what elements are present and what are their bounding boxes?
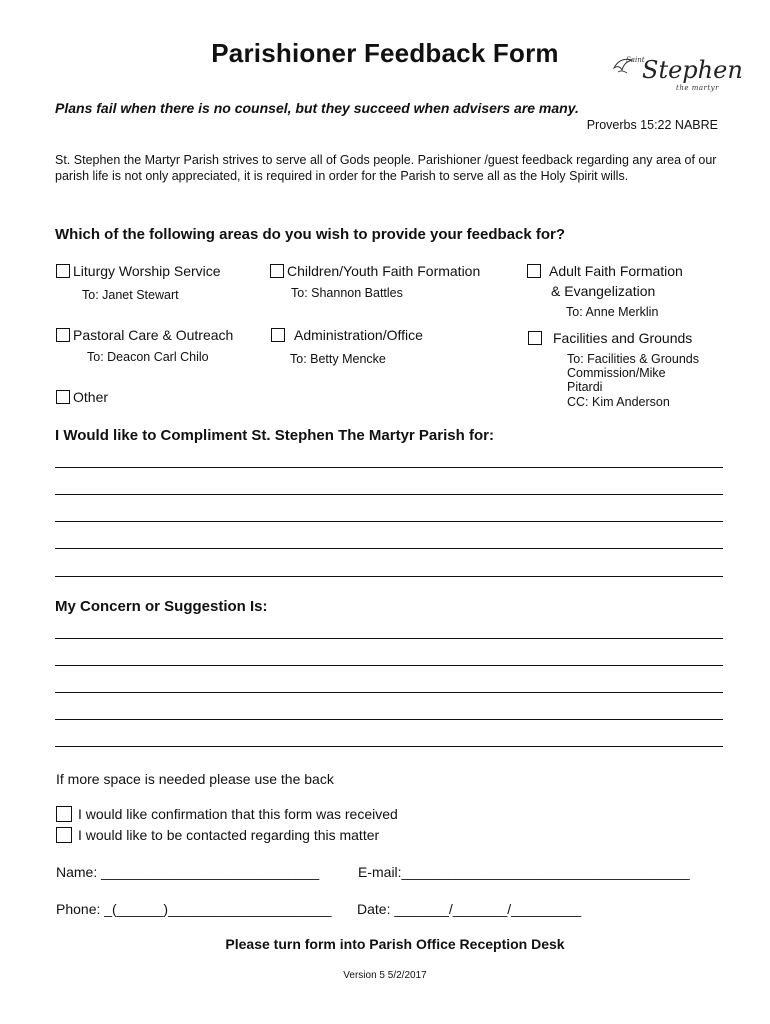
concern-line-1[interactable] [55, 638, 723, 639]
scripture-quote: Plans fail when there is no counsel, but they succeed when advisers are many. [55, 100, 579, 116]
parish-logo [612, 48, 743, 102]
date-field[interactable]: Date: _______/_______/_________ [357, 901, 582, 917]
areas-question: Which of the following areas do you wish to provide your feedback for? [55, 226, 566, 243]
confirmation-checkbox[interactable] [56, 806, 72, 822]
option-adult-faith[interactable] [527, 263, 683, 279]
facilities-checkbox[interactable] [528, 331, 542, 345]
intro-paragraph: St. Stephen the Martyr Parish strives to serve all of Gods people. Parishioner /guest feedback regarding any area of our parish life is not only appreciated, it is required in order for the Parish to serve all as the Holy Spirit wills. [55, 153, 717, 183]
logo-martyr-text: the martyr [676, 84, 719, 92]
version-label: Version 5 5/2/2017 [343, 970, 427, 981]
confirmation-label: I would like confirmation that this form was received [78, 806, 398, 822]
concern-line-3[interactable] [55, 692, 723, 693]
facilities-contact-2: Commission/Mike [567, 366, 666, 380]
children-contact: To: Shannon Battles [291, 286, 403, 300]
compliment-line-1[interactable] [55, 467, 723, 468]
compliment-line-3[interactable] [55, 521, 723, 522]
option-administration[interactable] [271, 327, 423, 343]
adult-checkbox[interactable] [527, 264, 541, 278]
facilities-label: Facilities and Grounds [553, 330, 693, 346]
facilities-contact-3: Pitardi [567, 380, 603, 394]
pastoral-label: Pastoral Care & Outreach [73, 327, 234, 343]
admin-checkbox[interactable] [271, 328, 285, 342]
option-liturgy[interactable] [56, 263, 221, 279]
email-field[interactable]: E-mail:_____________________________________ [358, 864, 690, 880]
other-label: Other [73, 389, 109, 405]
pastoral-contact: To: Deacon Carl Chilo [87, 350, 209, 364]
admin-label: Administration/Office [294, 327, 423, 343]
submit-instructions: Please turn form into Parish Office Reception Desk [225, 936, 565, 952]
option-pastoral-care[interactable] [56, 327, 233, 343]
adult-label-line2: & Evangelization [551, 283, 656, 299]
logo-stephen-text: Stephen [642, 56, 743, 84]
name-field[interactable]: Name: ____________________________ [56, 864, 320, 880]
compliment-line-4[interactable] [55, 548, 723, 549]
concern-line-4[interactable] [55, 719, 723, 720]
extra-space-note: If more space is needed please use the back [56, 771, 334, 787]
logo-saint-text: Saint [626, 56, 645, 64]
concern-line-5[interactable] [55, 746, 723, 747]
admin-contact: To: Betty Mencke [290, 352, 386, 366]
children-checkbox[interactable] [270, 264, 284, 278]
option-facilities[interactable] [528, 330, 692, 346]
scripture-citation: Proverbs 15:22 NABRE [586, 118, 718, 132]
adult-label: Adult Faith Formation [549, 263, 683, 279]
concern-heading: My Concern or Suggestion Is: [55, 598, 268, 615]
contact-option[interactable] [56, 827, 379, 843]
other-checkbox[interactable] [56, 390, 70, 404]
pastoral-checkbox[interactable] [56, 328, 70, 342]
form-title: Parishioner Feedback Form [211, 38, 559, 68]
liturgy-label: Liturgy Worship Service [73, 263, 221, 279]
confirmation-option[interactable] [56, 806, 398, 822]
concern-line-2[interactable] [55, 665, 723, 666]
contact-label: I would like to be contacted regarding this matter [78, 827, 380, 843]
facilities-contact-1: To: Facilities & Grounds [567, 352, 699, 366]
compliment-heading: I Would like to Compliment St. Stephen The Martyr Parish for: [55, 427, 494, 444]
compliment-line-2[interactable] [55, 494, 723, 495]
contact-checkbox[interactable] [56, 827, 72, 843]
liturgy-checkbox[interactable] [56, 264, 70, 278]
adult-contact: To: Anne Merklin [566, 305, 659, 319]
option-children-youth[interactable] [270, 263, 480, 279]
children-label: Children/Youth Faith Formation [287, 263, 481, 279]
liturgy-contact: To: Janet Stewart [82, 288, 179, 302]
phone-field[interactable]: Phone: _(______)_____________________ [56, 901, 332, 917]
option-other[interactable] [56, 389, 108, 405]
facilities-contact-4: CC: Kim Anderson [567, 395, 670, 409]
compliment-line-5[interactable] [55, 576, 723, 577]
